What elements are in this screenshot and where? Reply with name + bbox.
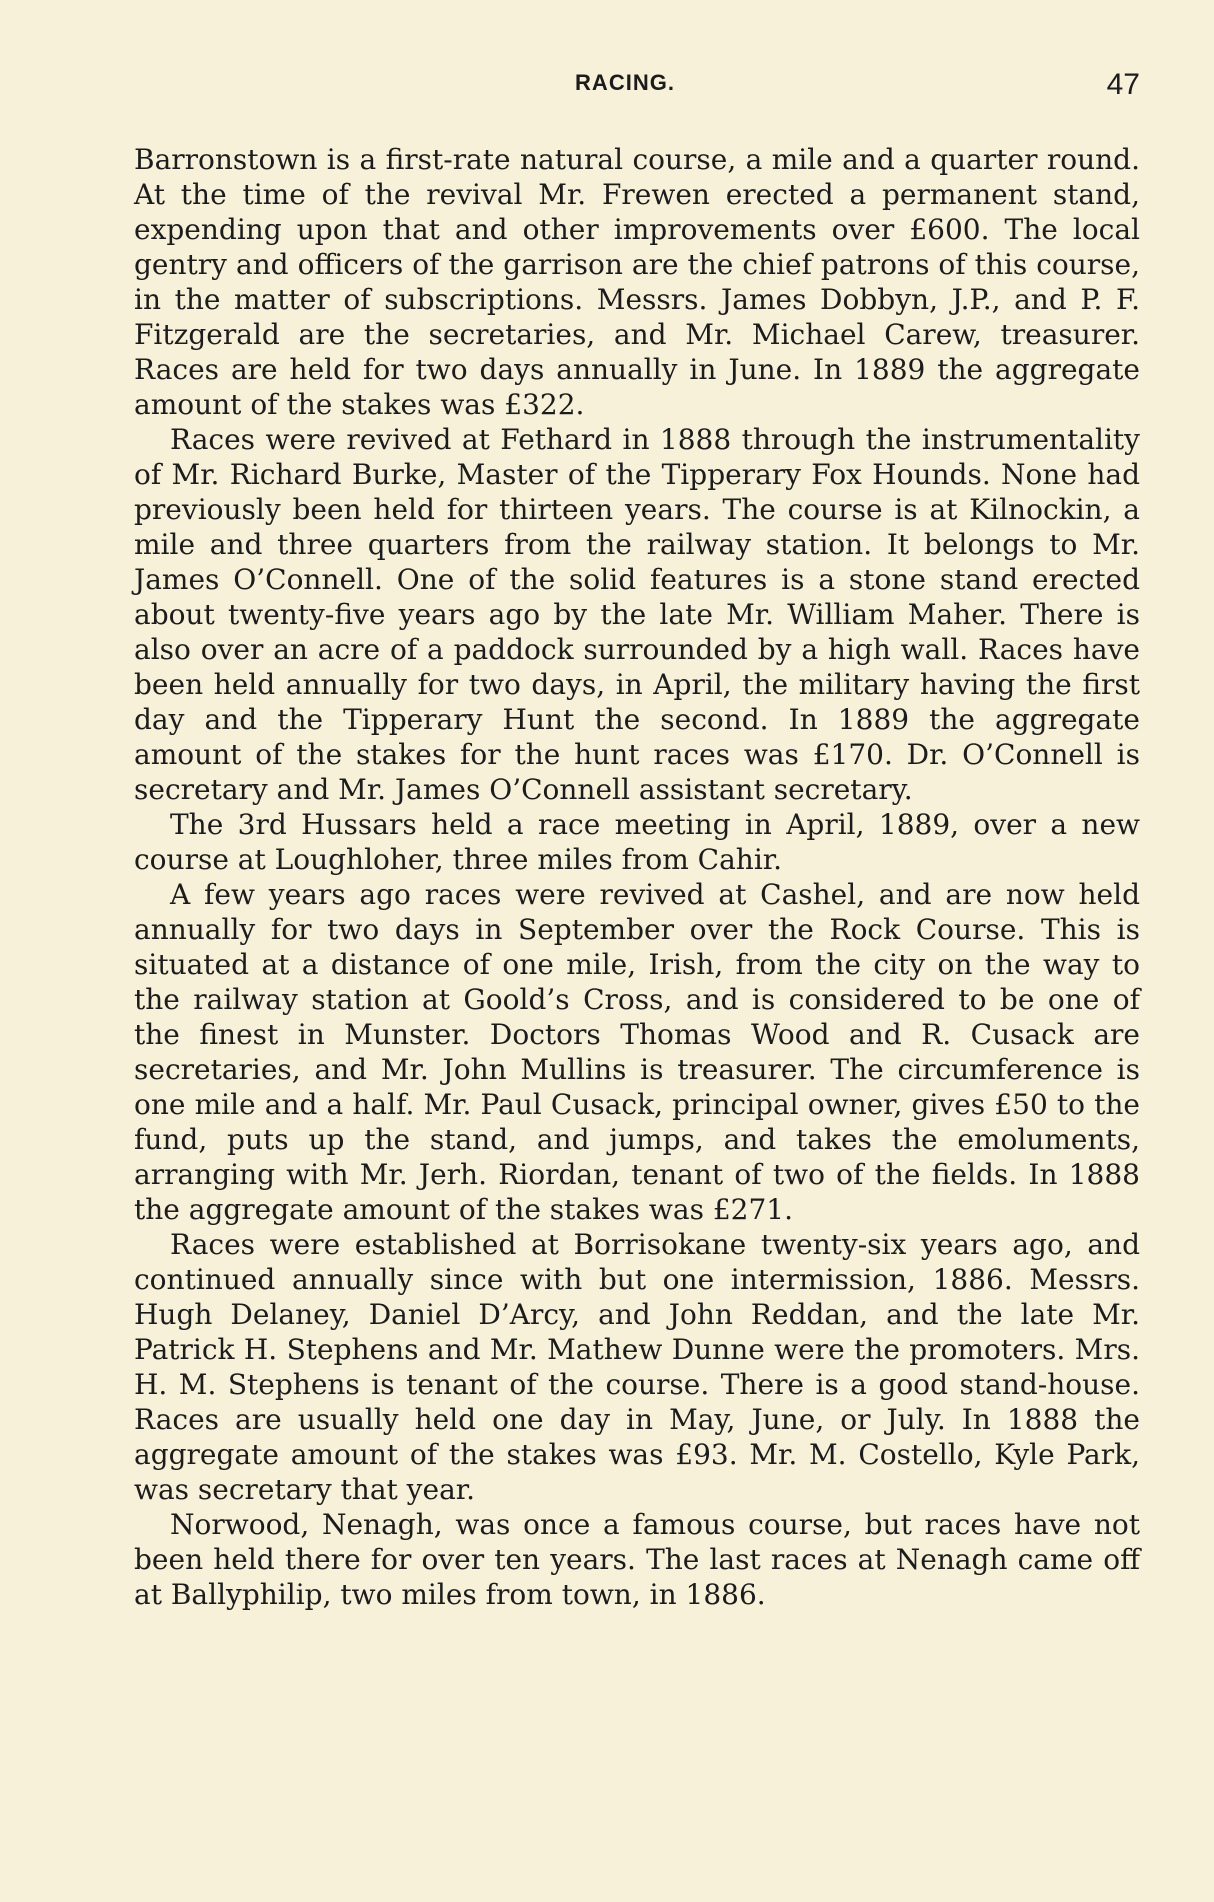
running-title: RACING. — [575, 70, 675, 95]
paragraph-fethard: Races were revived at Fethard in 1888 through the instrumentality of Mr. Richard Burke, Master of the Tipperary Fox Hounds. None had previously been held for thirteen years. The course is at Kilnockin, a mile and three quarters from the railway station. It belongs to Mr. James O’Connell. One of the solid features is a stone stand erected about twenty-five years ago by the late Mr. William Maher. There is also over an acre of a paddock surrounded by a high wall. Races have been held annually for two days, in April, the military having the first day and the Tipperary Hunt the second. In 1889 the aggregate amount of the stakes for the hunt races was £170. Dr. O’Connell is secretary and Mr. James O’Connell assistant secretary. — [134, 423, 1140, 806]
paragraph-borrisokane: Races were established at Borrisokane twenty-six years ago, and continued annually since with but one intermission, 1886. Messrs. Hugh Delaney, Daniel D’Arcy, and John Reddan, and the late Mr. Patrick H. Stephens and Mr. Mathew Dunne were the promoters. Mrs. H. M. Stephens is tenant of the course. There is a good stand-house. Races are usually held one day in May, June, or July. In 1888 the aggregate amount of the stakes was £93. Mr. M. Costello, Kyle Park, was secretary that year. — [134, 1228, 1140, 1506]
body-text — [134, 142, 1140, 1612]
paragraph-hussars: The 3rd Hussars held a race meeting in April, 1889, over a new course at Loughloher, three miles from Cahir. — [134, 808, 1140, 876]
paragraph-cashel: A few years ago races were revived at Cashel, and are now held annually for two days in September over the Rock Course. This is situated at a distance of one mile, Irish, from the city on the way to the railway station at Goold’s Cross, and is considered to be one of the finest in Munster. Doctors Thomas Wood and R. Cusack are secretaries, and Mr. John Mullins is treasurer. The circumference is one mile and a half. Mr. Paul Cusack, principal owner, gives £50 to the fund, puts up the stand, and jumps, and takes the emoluments, arranging with Mr. Jerh. Riordan, tenant of two of the fields. In 1888 the aggregate amount of the stakes was £271. — [134, 878, 1140, 1226]
running-head — [0, 64, 1214, 104]
paragraph-nenagh: Norwood, Nenagh, was once a famous course, but races have not been held there for over ten years. The last races at Nenagh came off at Ballyphilip, two miles from town, in 1886. — [134, 1508, 1140, 1611]
page-number: 47 — [1106, 68, 1140, 101]
paragraph-barronstown: Barronstown is a first-rate natural course, a mile and a quarter round. At the time of the revival Mr. Frewen erected a permanent stand, expending upon that and other improvements over £600. The local gentry and officers of the garrison are the chief patrons of this course, in the matter of subscriptions. Messrs. James Dobbyn, J.P., and P. F. Fitzgerald are the secretaries, and Mr. Michael Carew, treasurer. Races are held for two days annually in June. In 1889 the aggregate amount of the stakes was £322. — [134, 143, 1140, 421]
